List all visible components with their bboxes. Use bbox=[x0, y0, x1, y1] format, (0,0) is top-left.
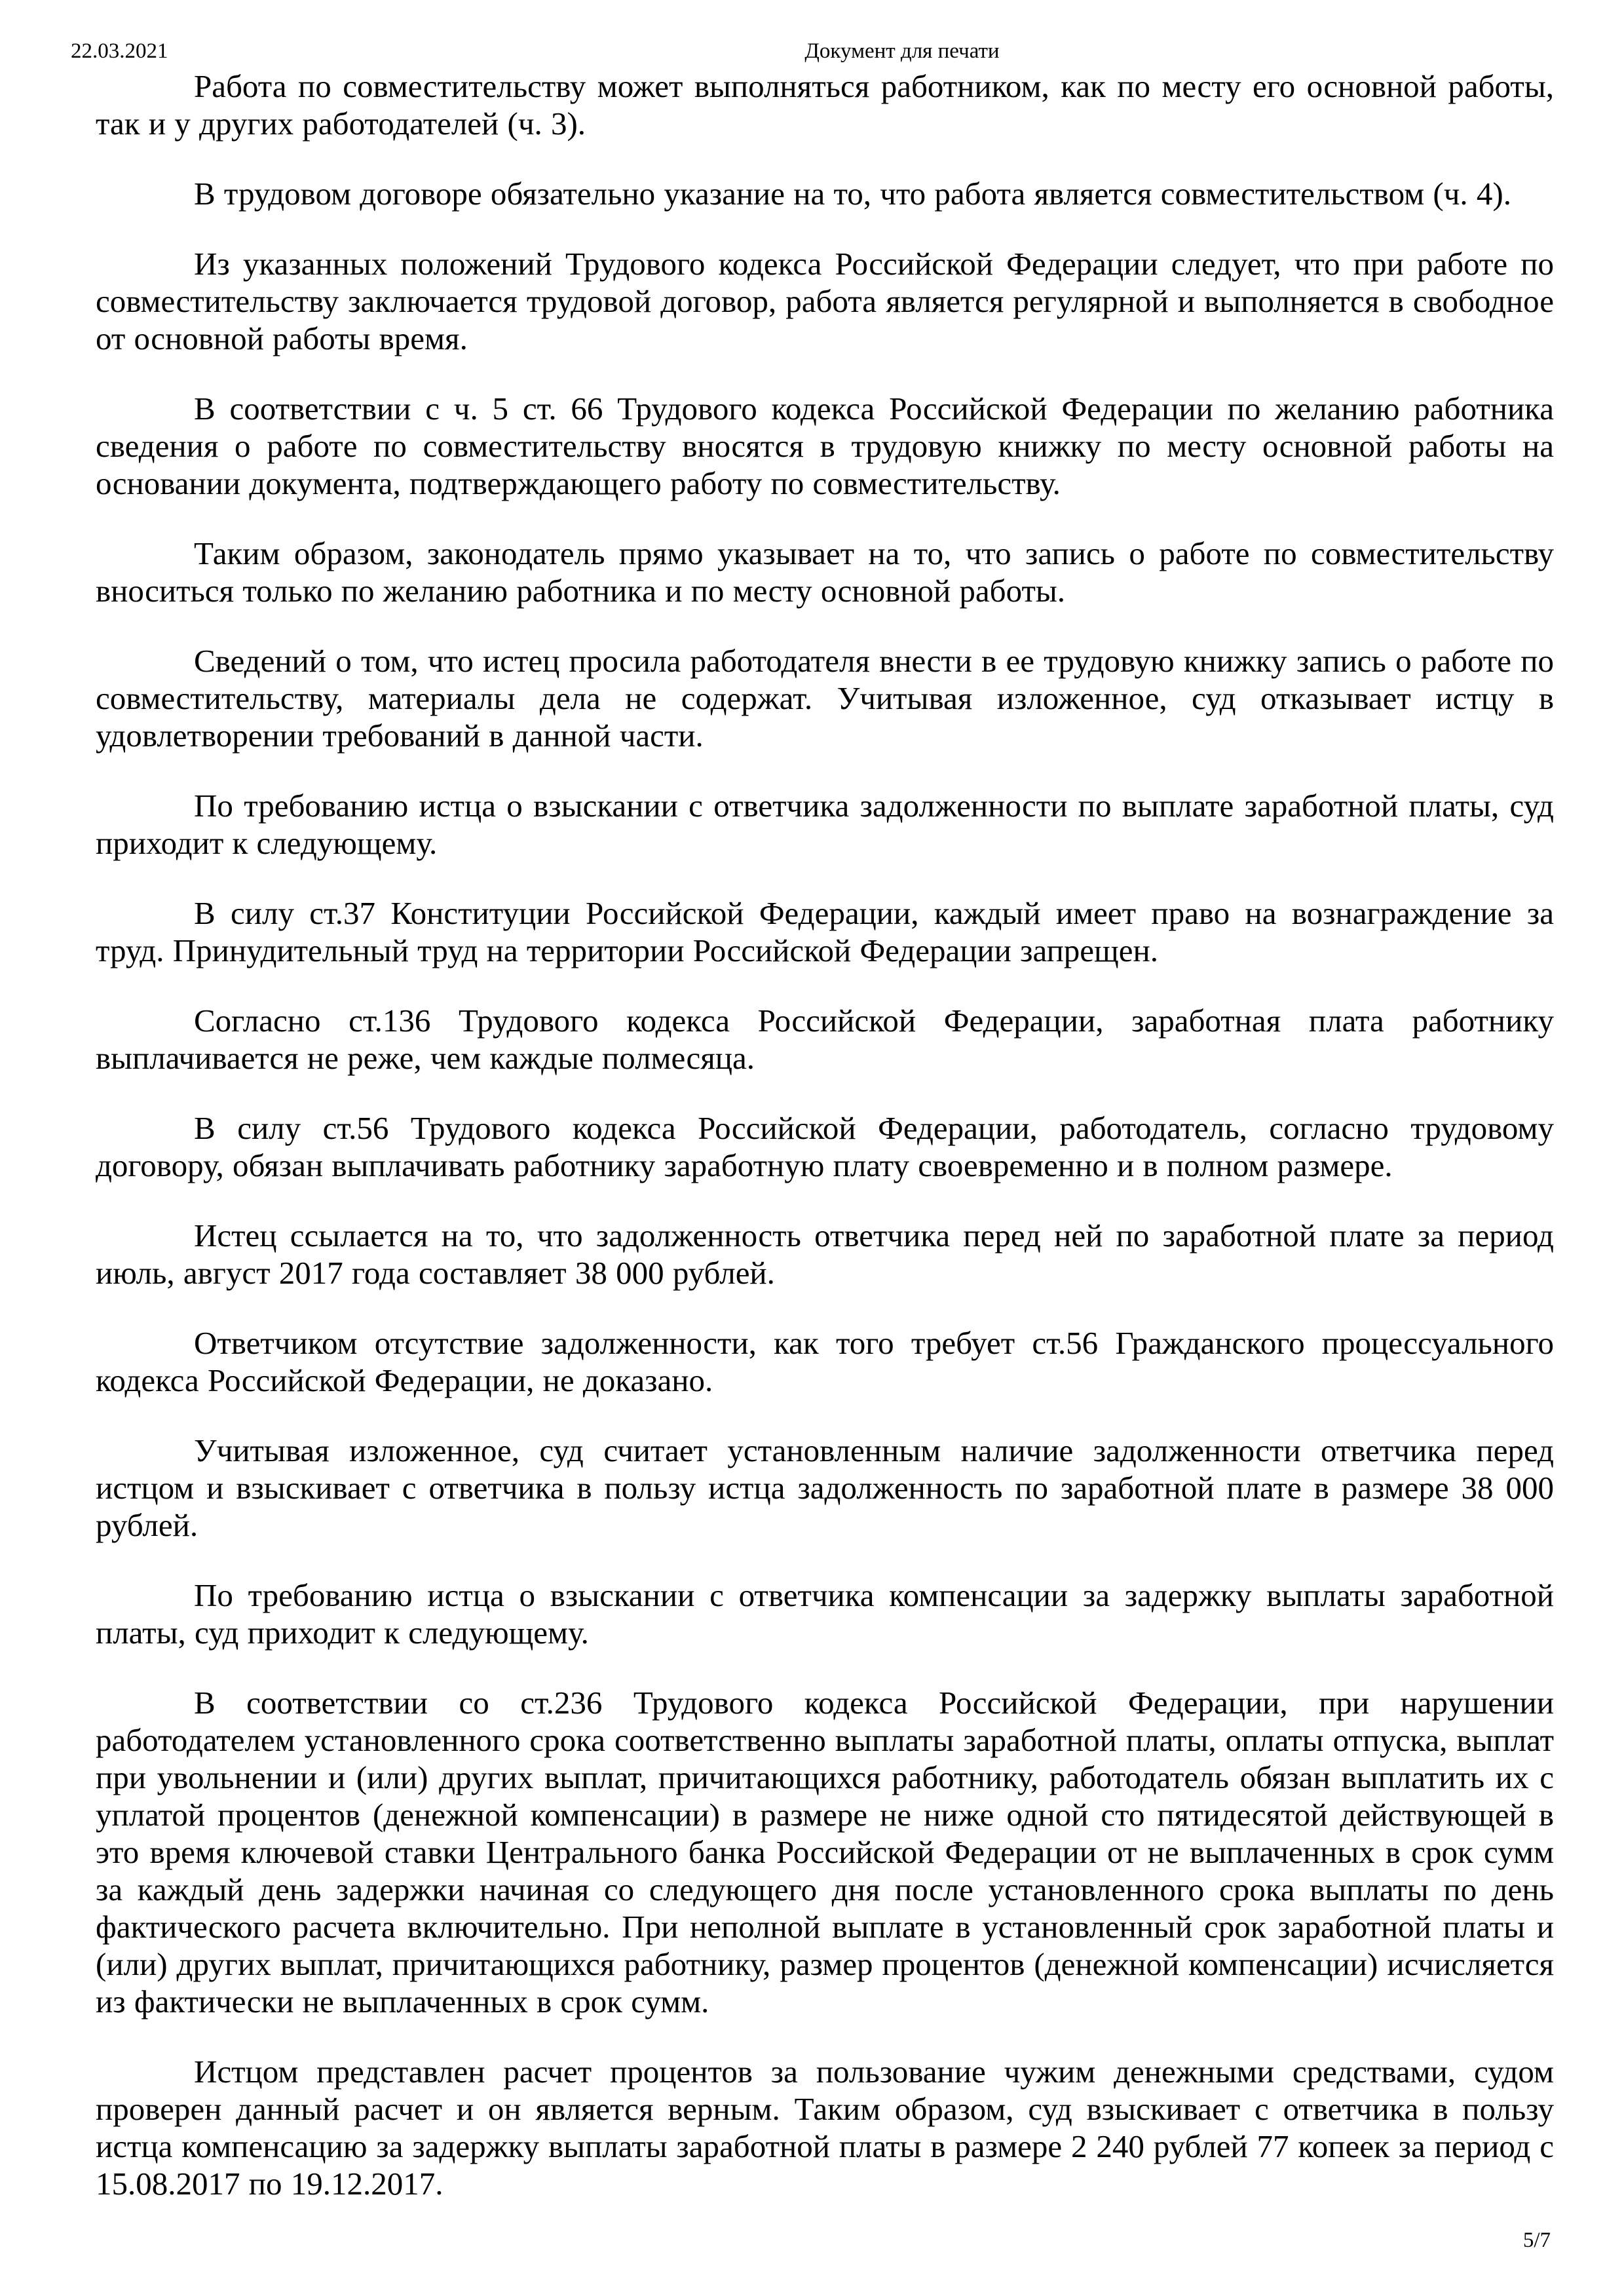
paragraph: Ответчиком отсутствие задолженности, как того требует ст.56 Гражданского процессуального кодекса Российской Федерации, не доказано. bbox=[96, 1325, 1554, 1398]
paragraph: Истцом представлен расчет процентов за пользование чужим денежными средствами, судом проверен данный расчет и он является верным. Таким образом, суд взыскивает с ответчика в пользу истца компенсацию за задержку выплаты заработной платы в размере 2 240 рублей 77 копеек за период с 15.08.2017 по 19.12.2017. bbox=[96, 2054, 1554, 2202]
paragraph: В соответствии с ч. 5 ст. 66 Трудового кодекса Российской Федерации по желанию работника сведения о работе по совместительству вносятся в трудовую книжку по месту основной работы на основании документа, подтверждающего работу по совместительству. bbox=[96, 391, 1554, 501]
print-header bbox=[0, 37, 1624, 65]
paragraph: В силу ст.56 Трудового кодекса Российской Федерации, работодатель, согласно трудовому договору, обязан выплачивать работнику заработную плату своевременно и в полном размере. bbox=[96, 1110, 1554, 1183]
paragraph: Согласно ст.136 Трудового кодекса Российской Федерации, заработная плата работнику выплачивается не реже, чем каждые полмесяца. bbox=[96, 1003, 1554, 1076]
paragraph: Из указанных положений Трудового кодекса Российской Федерации следует, что при работе по совместительству заключается трудовой договор, работа является регулярной и выполняется в свободное от основной работы время. bbox=[96, 246, 1554, 356]
print-footer bbox=[1523, 2227, 1551, 2254]
paragraph: Истец ссылается на то, что задолженность ответчика перед ней по заработной плате за период июль, август 2017 года составляет 38 000 рублей. bbox=[96, 1217, 1554, 1291]
paragraph: По требованию истца о взыскании с ответчика компенсации за задержку выплаты заработной платы, суд приходит к следующему. bbox=[96, 1577, 1554, 1651]
paragraph: В силу ст.37 Конституции Российской Федерации, каждый имеет право на вознаграждение за труд. Принудительный труд на территории Российской Федерации запрещен. bbox=[96, 895, 1554, 968]
paragraph: Учитывая изложенное, суд считает установленным наличие задолженности ответчика перед истцом и взыскивает с ответчика в пользу истца задолженность по заработной плате в размере 38 000 рублей. bbox=[96, 1432, 1554, 1543]
print-date: 22.03.2021 bbox=[71, 39, 168, 63]
paragraph: Работа по совместительству может выполняться работником, как по месту его основной работы, так и у других работодателей (ч. 3). bbox=[96, 68, 1554, 142]
paragraph: Сведений о том, что истец просила работодателя внести в ее трудовую книжку запись о работе по совместительству, материалы дела не содержат. Учитывая изложенное, суд отказывает истцу в удовлетворении требований в данной части. bbox=[96, 643, 1554, 754]
print-title: Документ для печати bbox=[804, 39, 1000, 63]
document-text bbox=[96, 67, 1554, 2235]
paragraph: По требованию истца о взыскании с ответчика задолженности по выплате заработной платы, суд приходит к следующему. bbox=[96, 788, 1554, 861]
page-number: 5/7 bbox=[1522, 2229, 1551, 2252]
paragraph: Таким образом, законодатель прямо указывает на то, что запись о работе по совместительству вноситься только по желанию работника и по месту основной работы. bbox=[96, 535, 1554, 609]
paragraph: В соответствии со ст.236 Трудового кодекса Российской Федерации, при нарушении работодателем установленного срока соответственно выплаты заработной платы, оплаты отпуска, выплат при увольнении и (или) других выплат, причитающихся работнику, работодатель обязан выплатить их с уплатой процентов (денежной компенсации) в размере не ниже одной сто пятидесятой действующей в это время ключевой ставки Центрального банка Российской Федерации от не выплаченных в срок сумм за каждый день задержки начиная со следующего дня после установленного срока выплаты по день фактического расчета включительно. При неполной выплате в установленный срок заработной платы и (или) других выплат, причитающихся работнику, размер процентов (денежной компенсации) исчисляется из фактически не выплаченных в срок сумм. bbox=[96, 1685, 1554, 2019]
paragraph: В трудовом договоре обязательно указание на то, что работа является совместительством (ч. 4). bbox=[194, 176, 1511, 212]
